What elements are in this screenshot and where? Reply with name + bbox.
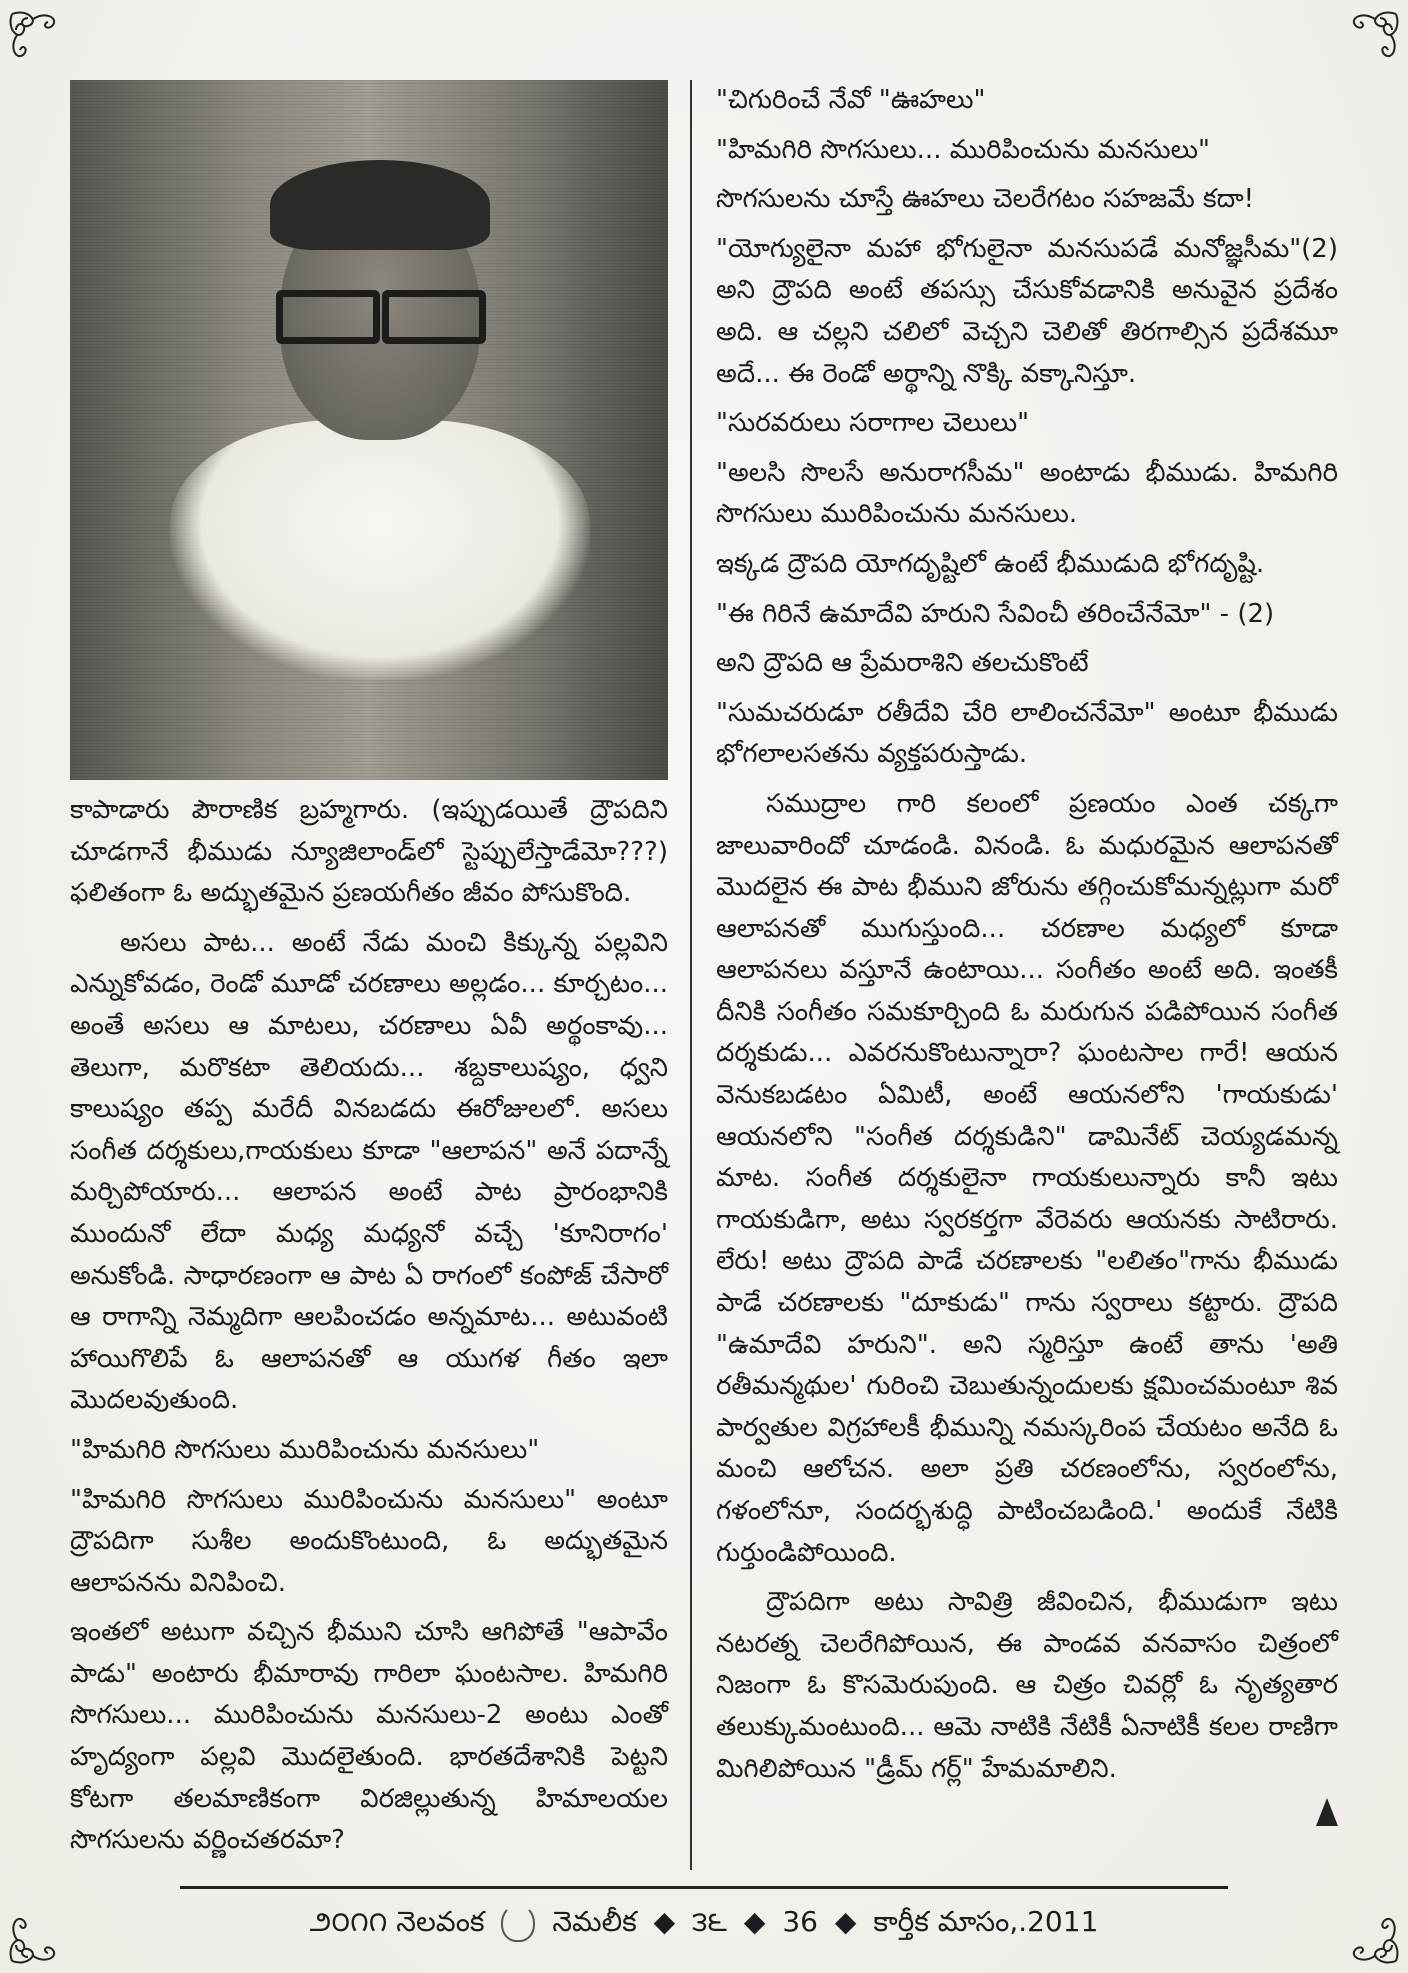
paragraph: "హిమగిరి సొగసులు మురిపించును మనసులు" అంటూ ద్రౌపదిగా సుశీల అందుకొంటుంది, ఓ అద్భుతమైన ఆలాపనను వినిపించి. [70,1484,668,1598]
portrait-photo [70,80,668,780]
paragraph: అసలు పాట... అంటే నేడు మంచి కిక్కున్న పల్లవిని ఎన్నుకోవడం, రెండో మూడో చరణాలు అల్లడం... కూర్చటం... అంతే అసలు ఆ మాటలు, చరణాలు ఏవీ అర్థంకావు... తెలుగా, మరొకటా తెలియదు... శబ్దకాలుష్యం, ధ్వని కాలుష్యం తప్ప మరేదీ వినబడదు ఈరోజులలో. అసలు సంగీత దర్శకులు,గాయకులు కూడా "ఆలాపన" అనే పదాన్నే మర్చిపోయారు... ఆలాపన అంటే పాట ప్రారంభానికి ముందునో లేదా మధ్య మధ్యనో వచ్చే 'కూనిరాగం' అనుకోండి. సాధారణంగా ఆ పాట ఏ రాగంలో కంపోజ్ చేసారో ఆ రాగాన్ని నెమ్మదిగా ఆలపించడం అన్నమాట... అటువంటి హాయిగొలిపే ఓ ఆలాపనతో ఆ యుగళ గీతం ఇలా మొదలవుతుంది. [70,927,668,1416]
song-quote: "చిగురించే నేవో "ఊహలు" [716,85,986,115]
paragraph: ఇక్కడ ద్రౌపది యోగదృష్టిలో ఉంటే భీముడుది భోగదృష్టి. [716,548,1265,579]
photo-hair [270,160,490,250]
corner-ornament-icon [1344,6,1404,66]
continue-marker-row [716,1798,1338,1826]
footer-publisher: ౨౦౧౧ నెలవంక [309,1904,485,1938]
footer-separator: ◆ [743,1904,766,1938]
photo-garland [170,420,590,680]
footer-volume: ౩౬ [692,1904,727,1938]
peacock-feather-icon [501,1904,535,1942]
paragraph: కాపాడారు పౌరాణిక బ్రహ్మగారు. (ఇప్పుడయితే ద్రౌపదిని చూడగానే భీముడు న్యూజిలాండ్‌లో స్టెప్పులేస్తాడేమో???) ఫలితంగా ఓ అద్భుతమైన ప్రణయగీతం జీవం పోసుకొంది. [70,795,668,909]
paragraph: ఇంతలో అటుగా వచ్చిన భీముని చూసి ఆగిపోతే "ఆపావేం పాడు" అంటారు భీమారావు గారిలా ఘంటసాల. హిమగిరి సొగసులు... మురిపించును మనసులు-2 అంటు ఎంతో హృద్యంగా పల్లవి మొదలైతుంది. భారతదేశానికి పెట్టని కోటగా తలమాణికంగా విరజిల్లుతున్న హిమాలయల సొగసులను వర్ణించతరమా? [70,1617,668,1856]
footer-magazine: నెమలీక [552,1904,637,1938]
song-quote: "హిమగిరి సొగసులు మురిపించును మనసులు" [70,1434,540,1465]
triangle-up-icon [1316,1798,1338,1826]
page-footer [70,1901,1338,1943]
left-column [70,80,690,1870]
song-quote: "హిమగిరి సొగసులు... మురిపించును మనసులు" [716,134,1210,165]
paragraph: అని ద్రౌపది ఆ ప్రేమరాశిని తలచుకొంటే [716,648,1089,679]
footer-separator: ◆ [653,1904,676,1938]
paragraph: సముద్రాల గారి కలంలో ప్రణయం ఎంత చక్కగా జాలువారిందో చూడండి. వినండి. ఓ మధురమైన ఆలాపనతో మొదలైన ఈ పాట భీముని జోరును తగ్గించుకోమన్నట్లుగా మరో ఆలాపనతో ముగుస్తుంది... చరణాల మధ్యలో కూడా ఆలాపనలు వస్తూనే ఉంటాయి... సంగీతం అంటే అది. ఇంతకీ దీనికి సంగీతం సమకూర్చింది ఓ మరుగున పడిపోయిన సంగీత దర్శకుడు... ఎవరనుకొంటున్నారా? ఘంటసాల గారే! ఆయన వెనుకబడటం ఏమిటీ, అంటే ఆయనలోని 'గాయకుడు' ఆయనలోని "సంగీత దర్శకుడిని" డామినేట్ చెయ్యడమన్న మాట. సంగీత దర్శకులైనా గాయకులున్నారు కానీ ఇటు గాయకుడిగా, అటు స్వరకర్తగా వేరెవరు ఆయనకు సాటిరారు. లేరు! అటు ద్రౌపది పాడే చరణాలకు "లలితం"గాను భీముడు పాడే చరణాలకు "దూకుడు" గాను స్వరాలు కట్టారు. ద్రౌపది "ఉమాదేవి హరుని". అని స్మరిస్తూ ఉంటే తాను 'అతి రతీమన్మథుల' గురించి చెబుతున్నందులకు క్షమించమంటూ శివ పార్వతుల విగ్రహాలకీ భీమున్ని నమస్కరింప చేయటం అనేది ఓ మంచి ఆలోచన. అలా ప్రతి చరణంలోను, స్వరంలోను, గళంలోనూ, సందర్భశుద్ధి పాటించబడింది.' అందుకే నేటికి గుర్తుండిపోయింది. [716,788,1338,1568]
footer-separator: ◆ [834,1904,857,1938]
paragraph: "సుమచరుడూ రతీదేవి చేరి లాలించనేమో" అంటూ భీముడు భోగలాలసతను వ్యక్తపరుస్తాడు. [716,697,1338,770]
song-quote: "ఈ గిరినే ఉమాదేవి హరుని సేవించీ తరించేనేమో" - (2) [716,598,1275,629]
song-quote: "సురవరులు సరాగాల చెలులు" [716,408,1030,439]
right-column [692,80,1338,1870]
paragraph: సొగసులను చూస్తే ఊహలు చెలరేగటం సహజమే కదా! [716,184,1255,215]
corner-ornament-icon [1344,1909,1404,1969]
article-columns [70,80,1338,1870]
footer-issue: 36 [782,1904,818,1938]
paragraph: ద్రౌపదిగా అటు సావిత్రి జీవించిన, భీముడుగా ఇటు నటరత్న చెలరేగిపోయిన, ఈ పాండవ వనవాసం చిత్రంలో నిజంగా ఓ కొసమెరుపుంది. ఆ చిత్రం చివర్లో ఓ నృత్యతార తలుక్కుమంటుంది... ఆమె నాటికి నేటికీ ఏనాటికీ కలల రాణిగా మిగిలిపోయిన "డ్రీమ్ గర్ల్" హేమమాలిని. [716,1587,1338,1784]
footer-rule [180,1886,1228,1889]
photo-glasses [276,290,486,334]
corner-ornament-icon [4,6,64,66]
footer-month-year: కార్తీక మాసం,.2011 [873,1904,1099,1938]
paragraph: "యోగ్యులైనా మహా భోగులైనా మనసుపడే మనోజ్ఞసీమ"(2) అని ద్రౌపది అంటే తపస్సు చేసుకోవడానికి అనువైన ప్రదేశం అది. ఆ చల్లని చలిలో వెచ్చని చెలితో తిరగాల్సిన ప్రదేశమూ అదే... ఈ రెండో అర్థాన్ని నొక్కి వక్కానిస్తూ. [716,233,1338,389]
footer-area [70,1886,1338,1943]
corner-ornament-icon [4,1909,64,1969]
paragraph: "అలసి సొలసే అనురాగసీమ" అంటాడు భీముడు. హిమగిరి సొగసులు మురిపించును మనసులు. [716,457,1338,530]
